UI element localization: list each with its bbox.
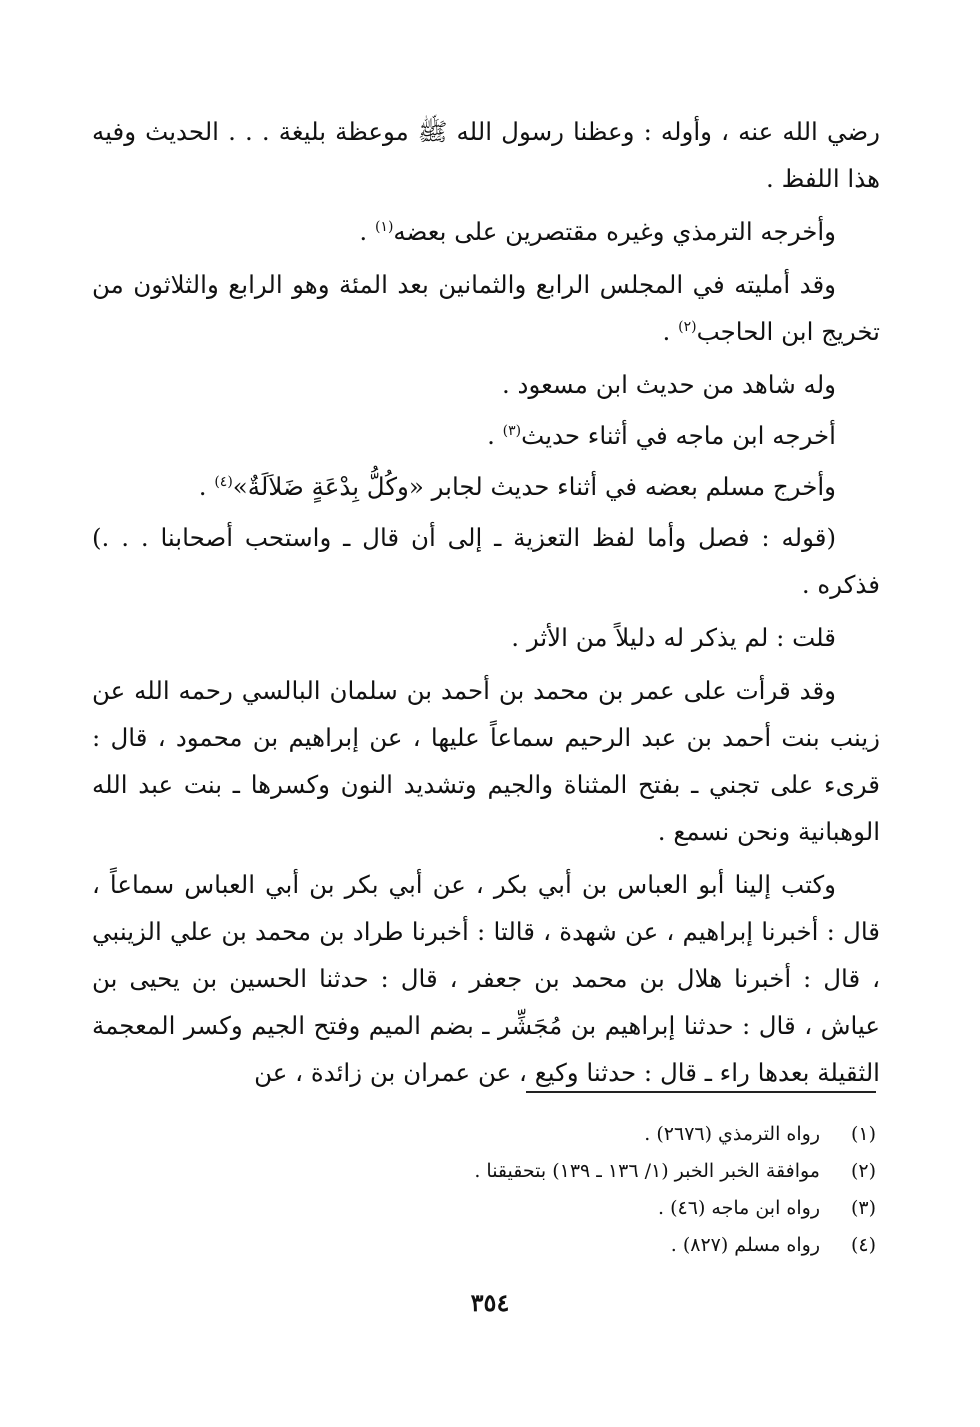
- page-number: ٣٥٤: [470, 1288, 510, 1317]
- footnote-ref[interactable]: (٤): [214, 473, 233, 490]
- paragraph: [92, 614, 880, 661]
- main-text: [92, 108, 880, 1102]
- paragraph: [92, 514, 880, 608]
- paragraph-text: رضي الله عنه ، وأوله : وعظنا رسول الله ﷺ موعظة بليغة . . . الحديث وفيه هذا اللفظ .: [92, 117, 880, 193]
- paragraph: [92, 667, 880, 855]
- footnote: [92, 1227, 880, 1264]
- footnote: [92, 1153, 880, 1190]
- paragraph-text: وله شاهد من حديث ابن مسعود .: [501, 370, 836, 399]
- paragraph-text: قلت : لم يذكر له دليلاً من الأثر .: [511, 623, 836, 652]
- paragraph: [92, 208, 880, 255]
- paragraph-tail: .: [662, 317, 679, 346]
- paragraph-text: أخرجه ابن ماجه في أثناء حديث: [521, 421, 836, 450]
- paragraph-tail: .: [359, 217, 375, 246]
- footnote-number: (٢): [850, 1160, 876, 1182]
- paragraph: [92, 361, 880, 408]
- footnote-ref[interactable]: (١): [374, 218, 394, 235]
- paragraph-text: وقد قرأت على عمر بن محمد بن أحمد بن سلمان البالسي رحمه الله عن زينب بنت أحمد بن عبد الرحيم سماعاً عليها ، عن إبراهيم بن محمود ، قال : قرىء على تجني ـ بفتح المثناة والجيم وتشديد النون وكسرها ـ بنت عبد الله الوهبانية ونحن نسمع .: [92, 676, 880, 846]
- footnote-text: رواه الترمذي (٢٦٧٦) .: [644, 1123, 820, 1145]
- footnote: [92, 1190, 880, 1227]
- footnote-number: (١): [850, 1123, 876, 1145]
- paragraph-text: (قوله : فصل وأما لفظ التعزية ـ إلى أن قال ـ واستحب أصحابنا . . .) فذكره .: [92, 523, 880, 599]
- paragraph: [92, 108, 880, 202]
- footnote-number: (٤): [850, 1234, 876, 1256]
- footnote-text: موافقة الخبر الخبر (١/ ١٣٦ ـ ١٣٩) بتحقيقنا .: [474, 1160, 820, 1182]
- footnote-divider: [526, 1091, 876, 1093]
- footnotes: [92, 1116, 880, 1264]
- paragraph: [92, 463, 880, 510]
- paragraph: [92, 861, 880, 1096]
- paragraph-text: وكتب إلينا أبو العباس بن أبي بكر ، عن أبي بكر بن أبي العباس سماعاً ، قال : أخبرنا إبراهيم ، عن شهدة ، قالتا : أخبرنا طراد بن محمد بن علي الزينبي ، قال : أخبرنا هلال بن محمد بن جعفر ، قال : حدثنا الحسين بن يحيى بن عياش ، قال : حدثنا إبراهيم بن مُجَشِّر ـ بضم الميم وفتح الجيم وكسر المعجمة الثقيلة بعدها راء ـ قال : حدثنا وكيع ، عن عمران بن زائدة ، عن: [92, 870, 880, 1087]
- footnote: [92, 1116, 880, 1153]
- footnote-ref[interactable]: (٣): [502, 422, 522, 439]
- paragraph-tail: .: [198, 472, 215, 501]
- paragraph: [92, 412, 880, 459]
- paragraph-text: وأخرج مسلم بعضه في أثناء حديث لجابر «وكُلُّ بِدْعَةٍ ضَلاَلَةٌ»: [232, 472, 836, 501]
- footnote-number: (٣): [850, 1197, 876, 1219]
- paragraph: [92, 261, 880, 355]
- footnote-ref[interactable]: (٢): [678, 318, 697, 335]
- paragraph-tail: .: [487, 421, 503, 450]
- footnote-text: رواه ابن ماجه (٤٦) .: [658, 1197, 820, 1219]
- paragraph-text: وقد أمليته في المجلس الرابع والثمانين بعد المئة وهو الرابع والثلاثون من تخريج ابن الحاجب: [92, 270, 880, 346]
- footnote-text: رواه مسلم (٨٢٧) .: [670, 1234, 820, 1256]
- paragraph-text: وأخرجه الترمذي وغيره مقتصرين على بعضه: [393, 217, 836, 246]
